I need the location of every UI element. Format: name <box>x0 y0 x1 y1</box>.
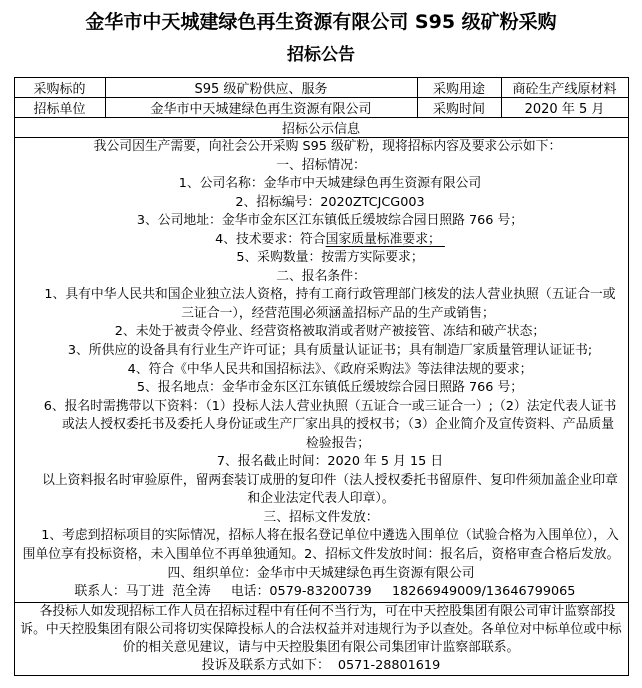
content-line: 1、公司名称：金华市中天城建绿色再生资源有限公司 <box>178 176 482 192</box>
label-procurement-time: 采购时间 <box>417 98 501 118</box>
document-subtitle: 招标公告 <box>287 45 355 65</box>
label-bidding-unit: 招标单位 <box>14 98 105 118</box>
document-title: 金华市中天城建绿色再生资源有限公司 S95 级矿粉采购 <box>85 11 557 33</box>
announcement-body <box>15 138 628 602</box>
content-line: 一、招标情况： <box>276 157 366 173</box>
content-line: 5、采购数量：按需方实际要求； <box>236 250 424 266</box>
table-row <box>14 78 628 98</box>
content-line: 6、报名时需携带以下资料：（1）投标人法人营业执照（五证合一或三证合一）;（2）法定代表人证书 <box>43 398 617 414</box>
content-line: 1、考虑到招标项目的实际情况，招标人将在报名登记单位中遴选入围单位（试验合格为入围单位），入 <box>41 528 619 544</box>
value-procurement-time: 2020 年 5 月 <box>501 98 628 118</box>
content-line: 四、组织单位：金华市中天城建绿色再生资源有限公司 <box>167 565 475 581</box>
content-line: 联系人：马丁进 范全涛 电话：0579-83200739 18266949009/13646799065 <box>74 584 576 600</box>
content-line: 1、具有中华人民共和国企业独立法人资格，持有工商行政管理部门核发的法人营业执照（五证合一或 <box>44 287 616 303</box>
value-procurement-subject: S95 级矿粉供应、服务 <box>105 78 417 98</box>
content-line: 三、招标文件发放： <box>263 509 379 525</box>
table-row <box>14 138 628 603</box>
content-line: 三证合一），经营范围必须涵盖招标产品的生产或销售； <box>181 305 495 321</box>
content-line <box>15 231 628 250</box>
content-line: 和企业法定代表人印章）。 <box>247 491 395 507</box>
content-line: 我公司因生产需要，向社会公开采购 S95 级矿粉，现将招标内容及要求公示如下： <box>93 139 562 154</box>
announcement-table <box>14 77 629 676</box>
value-procurement-purpose: 商砼生产线原材料 <box>501 78 628 98</box>
content-line: 3、公司地址：金华市金东区江东镇低丘缓坡综合园日照路 766 号； <box>136 213 524 229</box>
complaint-info <box>15 603 628 676</box>
value-bidding-unit: 金华市中天城建绿色再生资源有限公司 <box>105 98 417 118</box>
content-line: 5、报名地点：金华市金东区江东镇低丘缓坡综合园日照路 766 号； <box>136 380 524 396</box>
content-line: 检验报告； <box>306 435 370 451</box>
content-line: 7、报名截止时间：2020 年 5 月 15 日 <box>216 454 444 470</box>
announcement-body-cell <box>14 138 628 603</box>
table-row <box>14 98 628 118</box>
label-procurement-subject: 采购标的 <box>14 78 105 98</box>
content-line: 围单位享有投标资格，未入围单位不再单独通知。2、招标文件发放时间：报名后，资格审查合格后发放。 <box>22 547 620 563</box>
content-line: 2、招标编号：2020ZTCJCG003 <box>235 194 425 210</box>
content-line: 价的相关意见建议，请与中天控股集团有限公司集团审计监察部联系。 <box>122 640 520 656</box>
table-row <box>14 602 628 676</box>
line-text: 4、技术要求：符合 <box>215 231 326 247</box>
table-row <box>14 118 628 138</box>
complaint-info-cell <box>14 602 628 676</box>
content-line: 诉。中天控股集团有限公司将切实保障投标人的合法权益并对违规行为予以查处。各单位对中标单位或中标 <box>20 621 622 637</box>
underlined-text: 国家质量标准要求； <box>325 231 445 247</box>
content-line: 各投标人如发现招标工作人员在招标过程中有任何不当行为，可在中天控股集团有限公司审计监察部投 <box>39 603 616 619</box>
bid-announcement-document <box>0 11 642 676</box>
content-line: 4、符合《中华人民共和国招标法》、《政府采购法》等法律法规的要求； <box>127 361 533 377</box>
content-line: 以上资料报名时审验原件，留两套装订成册的复印件（法人授权委托书留原件、复印件须加盖企业印章 <box>42 472 618 488</box>
content-line: 投诉及联系方式如下： 0571-28801619 <box>201 658 441 674</box>
label-procurement-purpose: 采购用途 <box>417 78 501 98</box>
content-line: 或法人授权委托书及委托人身份证或生产厂家出具的授权书；（3）企业简介及宣传资料、产品质量 <box>61 417 614 433</box>
content-line: 二、报名条件： <box>276 268 366 284</box>
content-line: 2、未处于被责令停业、经营资格被取消或者财产被接管、冻结和破产状态； <box>114 324 546 340</box>
content-line: 3、所供应的设备具有行业生产许可证；具有质量认证证书；具有制造厂家质量管理认证证书; <box>67 343 593 359</box>
section-header-public-info: 招标公示信息 <box>14 118 628 138</box>
